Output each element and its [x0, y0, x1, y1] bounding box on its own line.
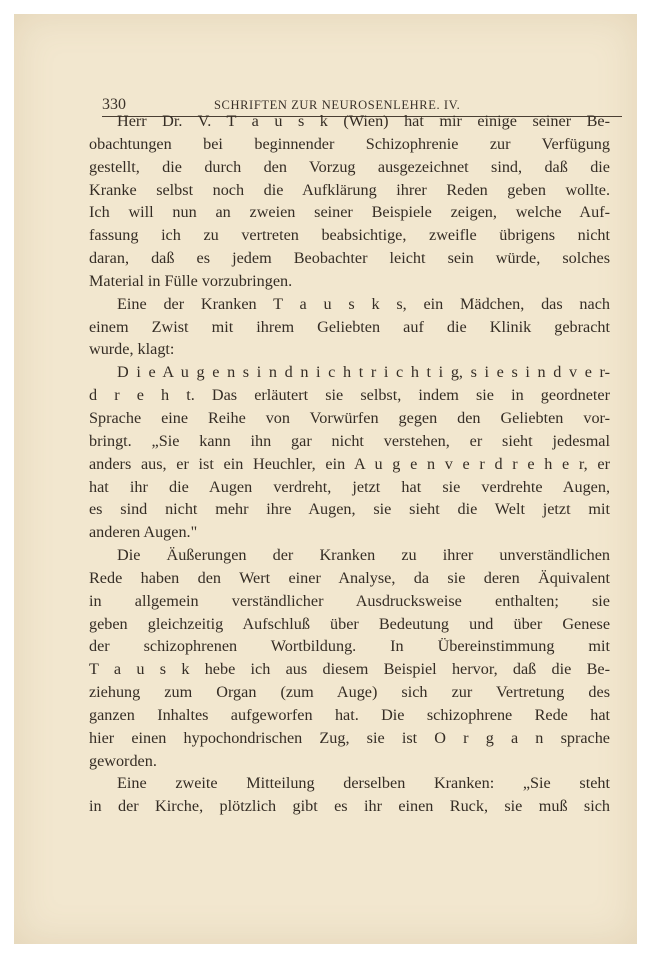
text-line: obachtungen bei beginnender Schizophrenie zur Verfügung [89, 134, 610, 153]
text-line: Eine zweite Mitteilung derselben Kranken: „Sie steht [117, 774, 610, 793]
text-line: anders aus, er ist ein Heuchler, ein A u g e n v e r d r e h e r, er [89, 454, 610, 473]
text-line: Ich will nun an zweien seiner Beispiele zeigen, welche Auf- [89, 203, 610, 222]
text-line: Eine der Kranken T a u s k s, ein Mädchen, das nach [117, 294, 610, 313]
text-line: T a u s k hebe ich aus diesem Beispiel hervor, daß die Be- [89, 660, 610, 679]
text-line: hier einen hypochondrischen Zug, sie ist O r g a n sprache [89, 728, 610, 747]
text-line: hat ihr die Augen verdreht, jetzt hat sie verdrehte Augen, [89, 477, 610, 496]
text-line: Material in Fülle vorzubringen. [89, 271, 293, 290]
text-line: Rede haben den Wert einer Analyse, da sie deren Äquivalent [89, 568, 610, 587]
page-number: 330 [102, 96, 126, 113]
text-line: D i e A u g e n s i n d n i c h t r i c h t i g, s i e s i n d v e r- [117, 363, 610, 382]
text-line: Die Äußerungen der Kranken zu ihrer unverständlichen [117, 546, 610, 565]
text-line: geworden. [89, 751, 157, 770]
text-line: ganzen Inhaltes aufgeworfen hat. Die schizophrene Rede hat [89, 705, 610, 724]
text-line: es sind nicht mehr ihre Augen, sie sieht die Welt jetzt mit [89, 500, 610, 519]
text-line: wurde, klagt: [89, 340, 175, 359]
text-line: einem Zwist mit ihrem Geliebten auf die Klinik gebracht [89, 317, 610, 336]
text-line: der schizophrenen Wortbildung. In Übereinstimmung mit [89, 637, 610, 656]
text-line: anderen Augen." [89, 523, 198, 542]
text-line: geben gleichzeitig Aufschluß über Bedeutung und über Genese [89, 614, 610, 633]
text-line: in allgemein verständlicher Ausdrucksweise enthalten; sie [89, 591, 610, 610]
text-line: fassung ich zu vertreten beabsichtige, zweifle übrigens nicht [89, 226, 610, 245]
text-line: daran, daß es jedem Beobachter leicht sein würde, solches [89, 249, 610, 268]
text-line: d r e h t. Das erläutert sie selbst, indem sie in geordneter [89, 386, 610, 405]
text-line: Herr Dr. V. T a u s k (Wien) hat mir einige seiner Be- [117, 112, 610, 130]
text-line: Kranke selbst noch die Aufklärung ihrer Reden geben wollte. [89, 180, 610, 199]
running-title: SCHRIFTEN ZUR NEUROSENLEHRE. IV. [214, 98, 461, 112]
text-line: Sprache eine Reihe von Vorwürfen gegen den Geliebten vor- [89, 408, 610, 427]
text-line: in der Kirche, plötzlich gibt es ihr einen Ruck, sie muß sich [89, 797, 610, 816]
text-line: gestellt, die durch den Vorzug ausgezeichnet sind, daß die [89, 157, 610, 176]
body-text [89, 110, 610, 818]
text-line: bringt. „Sie kann ihn gar nicht verstehen, er sieht jedesmal [89, 431, 610, 450]
text-line: ziehung zum Organ (zum Auge) sich zur Vertretung des [89, 683, 610, 702]
